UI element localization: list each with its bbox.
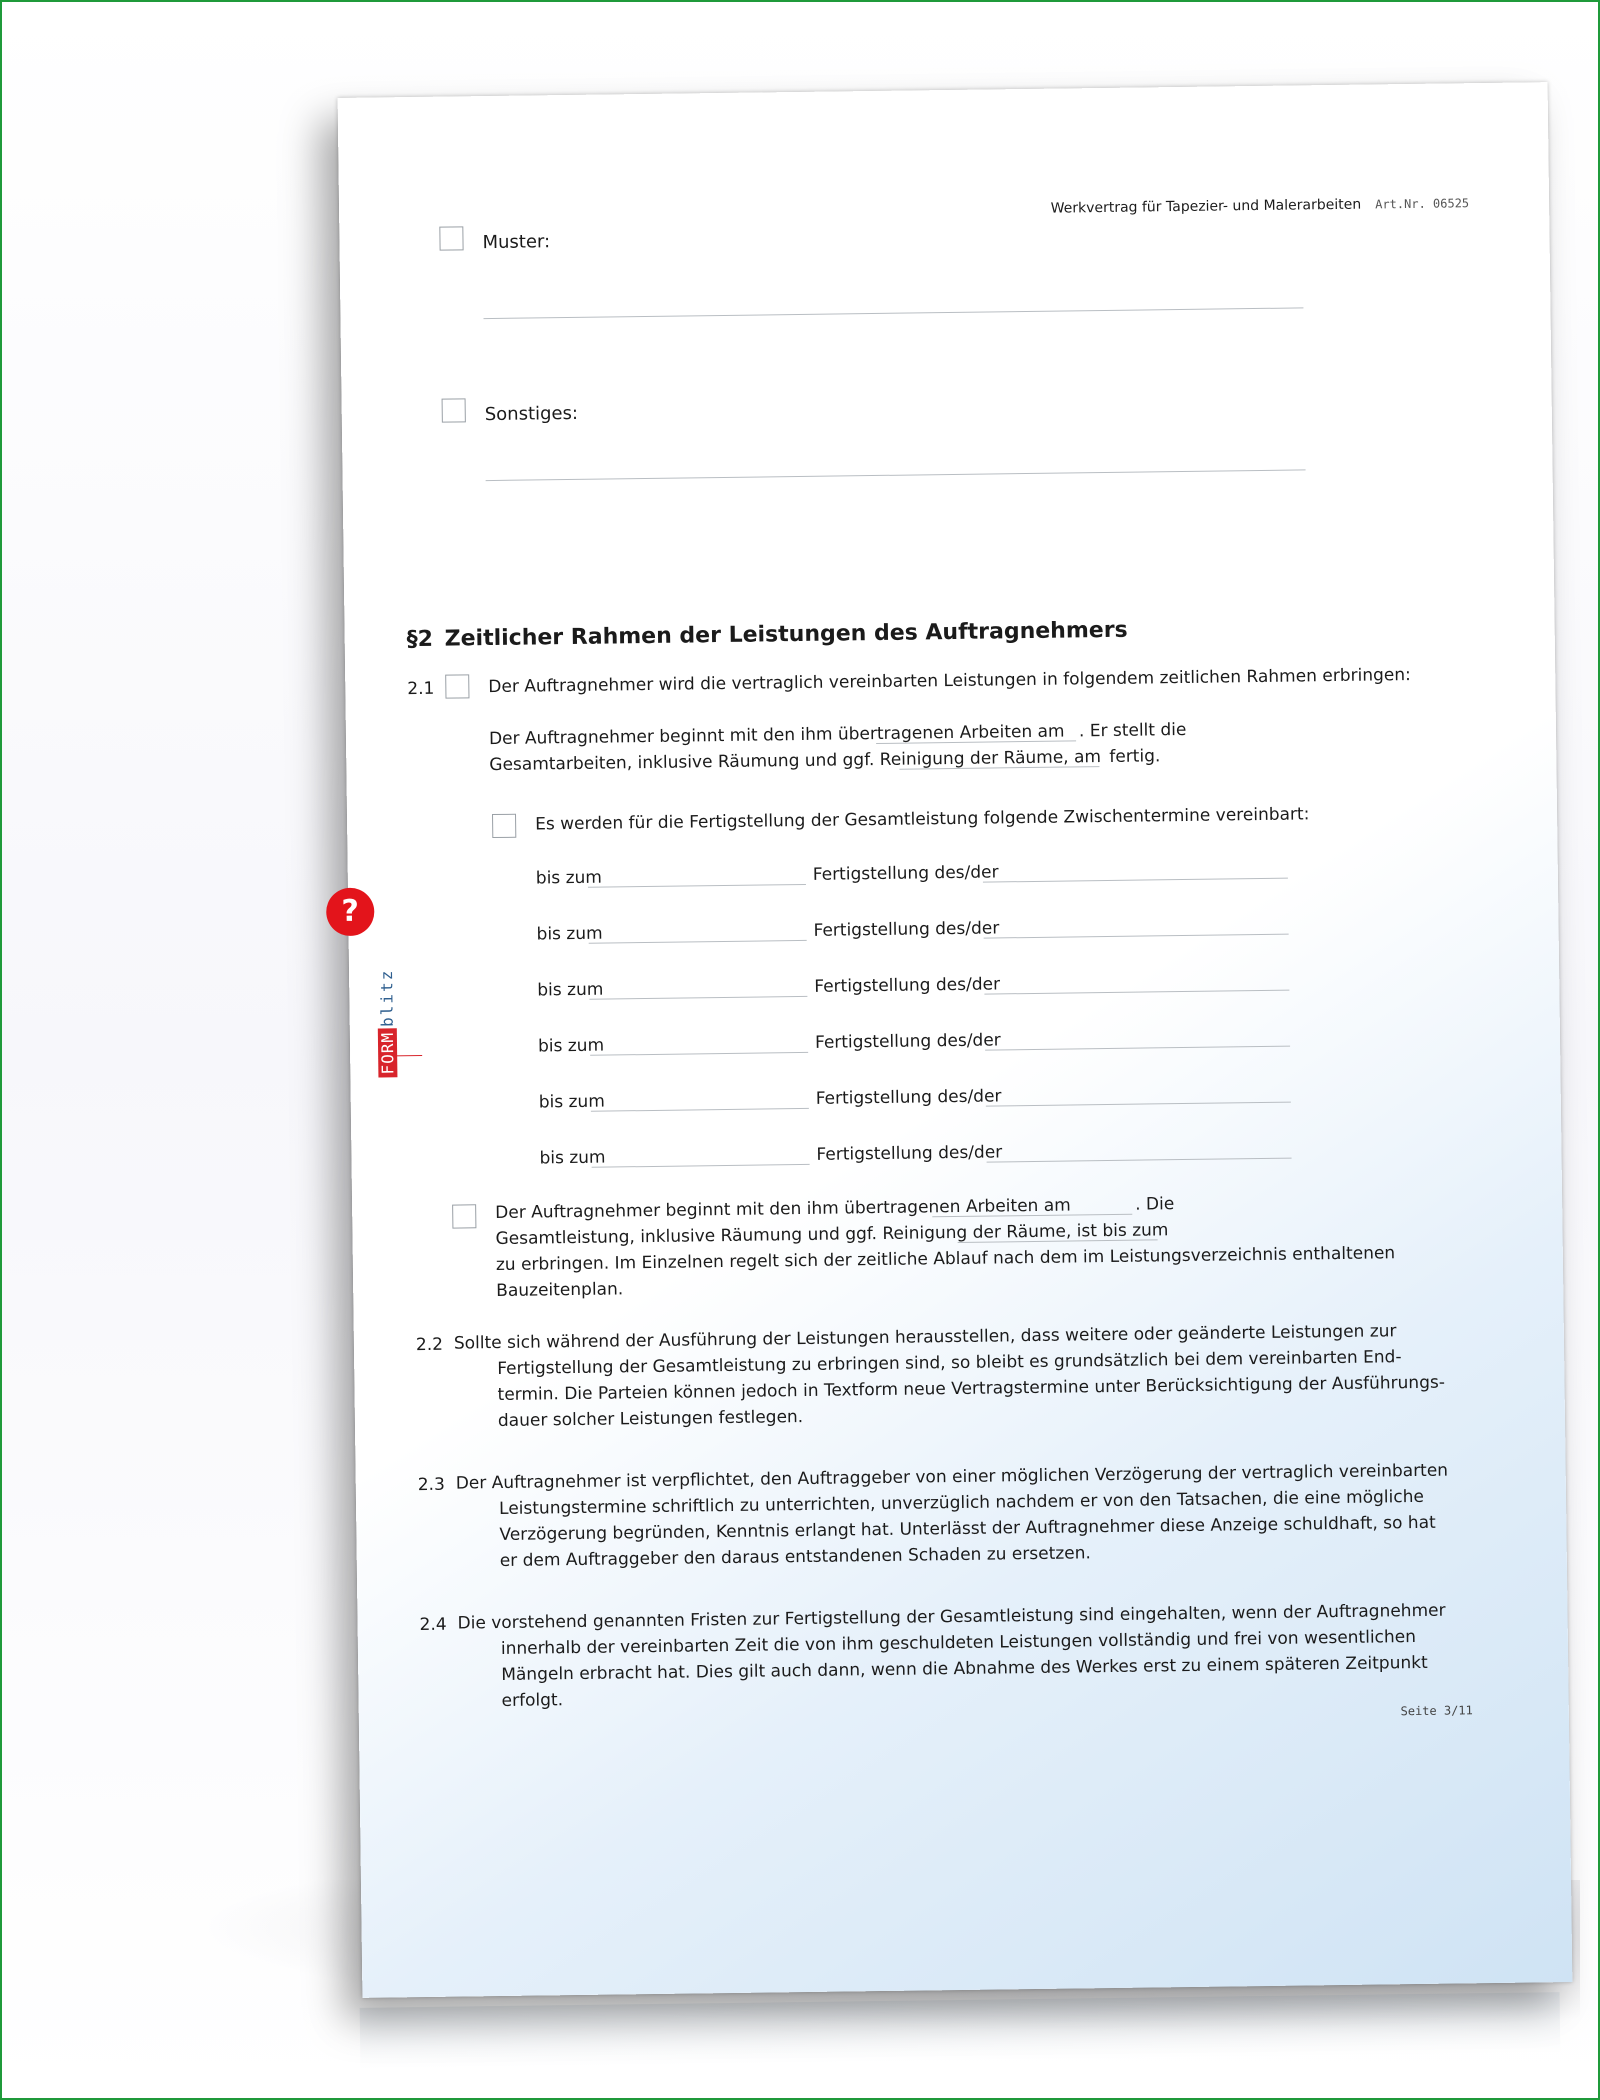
milestone-item-line-6[interactable] [987,1158,1292,1163]
milestone-completion-3: Fertigstellung des/der [814,974,1001,997]
milestone-item-line-5[interactable] [986,1102,1291,1107]
alt-text-line-4: Bauzeitenplan. [496,1279,624,1302]
paragraph-number-2-3: 2.3 [417,1474,445,1496]
start-date-text: Der Auftragnehmer beginnt mit den ihm übertragenen Arbeiten am [488,721,1065,750]
milestone-completion-5: Fertigstellung des/der [815,1086,1002,1109]
milestone-item-line-2[interactable] [984,934,1289,939]
sonstiges-checkbox[interactable] [442,398,466,422]
muster-checkbox[interactable] [439,226,463,250]
milestone-until-4: bis zum [537,1035,605,1057]
p24-line-2: innerhalb der vereinbarten Zeit die von ihm geschuldeten Leistungen vollständig und frei von wesentlichen [500,1627,1417,1659]
muster-label: Muster: [482,231,551,254]
milestone-completion-1: Fertigstellung des/der [812,862,999,885]
document-page [338,82,1573,1998]
p23-line-2: Leistungstermine schriftlich zu unterrichten, unverzüglich nachdem er von den Tatsachen, die eine mögliche [498,1486,1425,1520]
alt-start-text: Der Auftragnehmer beginnt mit den ihm übertragenen Arbeiten am [495,1195,1071,1224]
p22-line-2: Fertigstellung der Gesamtleistung zu erbringen sind, so bleibt es grundsätzlich bei dem vereinbarten End- [497,1347,1402,1380]
p22-line-1: Sollte sich während der Ausführung der Leistungen herausstellen, dass weitere oder geänderte Leistungen zur [453,1321,1397,1354]
milestone-date-line-5[interactable] [591,1108,809,1112]
p23-line-3: Verzögerung begründen, Kenntnis erlangt hat. Unterlässt der Auftragnehmer diese Anzeige schuldhaft, so hat [499,1512,1436,1546]
muster-input-line[interactable] [484,307,1304,319]
milestone-date-line-3[interactable] [589,996,807,1000]
page-number: Seite 3/11 [1400,1703,1473,1719]
milestone-until-3: bis zum [537,979,604,1001]
milestone-date-line-4[interactable] [590,1052,808,1056]
start-date-text-end: . Er stellt die [1078,719,1187,742]
milestone-item-line-4[interactable] [985,1046,1290,1051]
timeframe-intro: Der Auftragnehmer wird die vertraglich vereinbarten Leistungen in folgendem zeitlichen Rahmen erbringen: [488,665,1411,698]
milestone-until-5: bis zum [538,1091,605,1113]
milestone-completion-6: Fertigstellung des/der [816,1142,1003,1165]
end-date-text: Gesamtarbeiten, inklusive Räumung und ggf. Reinigung der Räume, am [489,747,1102,776]
paragraph-number-2-1: 2.1 [407,678,435,700]
p23-line-1: Der Auftragnehmer ist verpflichtet, den Auftraggeber von einer möglichen Verzögerung der vertraglich vereinbarten [455,1460,1449,1494]
milestone-date-line-6[interactable] [592,1164,810,1168]
timeframe-checkbox[interactable] [445,674,469,698]
alt-text-line-3: zu erbringen. Im Einzelnen regelt sich der zeitliche Ablauf nach dem im Leistungsverzeichnis enthaltenen [495,1243,1396,1276]
milestone-date-line-2[interactable] [589,940,807,944]
paragraph-number-2-4: 2.4 [419,1614,447,1636]
article-number: Art.Nr. 06525 [1375,196,1470,212]
p22-line-3: termin. Die Parteien können jedoch in Textform neue Vertragstermine unter Berücksichtigung der Ausführungs- [497,1372,1446,1406]
milestones-intro: Es werden für die Fertigstellung der Gesamtleistung folgende Zwischentermine vereinbart: [535,804,1310,835]
milestone-item-line-1[interactable] [983,878,1288,883]
alt-end-text: Gesamtleistung, inklusive Räumung und ggf. Reinigung der Räume, ist bis zum [495,1220,1169,1250]
document-title: Werkvertrag für Tapezier- und Malerarbeiten [1050,196,1362,217]
sonstiges-input-line[interactable] [486,469,1306,481]
schedule-plan-checkbox[interactable] [452,1204,476,1228]
brand-blitz: blitz [377,968,397,1028]
milestone-until-2: bis zum [536,923,603,945]
formblitz-logo [376,927,400,1077]
p24-line-3: Mängeln erbracht hat. Dies gilt auch dann, wenn die Abnahme des Werkes erst zu einem späteren Zeitpunkt [501,1652,1428,1685]
sonstiges-label: Sonstiges: [484,402,579,426]
milestone-item-line-3[interactable] [984,990,1289,995]
milestone-completion-4: Fertigstellung des/der [814,1030,1001,1053]
help-icon[interactable]: ? [326,888,375,937]
milestones-checkbox[interactable] [492,814,516,838]
p24-line-4: erfolgt. [501,1690,564,1711]
milestone-until-6: bis zum [539,1147,606,1169]
end-date-text-end: fertig. [1109,746,1161,767]
section-title: Zeitlicher Rahmen der Leistungen des Auftragnehmers [444,617,1128,652]
p22-line-4: dauer solcher Leistungen festlegen. [497,1407,804,1432]
alt-start-text-end: . Die [1135,1194,1175,1215]
p24-line-1: Die vorstehend genannten Fristen zur Fertigstellung der Gesamtleistung sind eingehalten, wenn der Auftragnehmer [457,1600,1446,1634]
p23-line-4: er dem Auftraggeber den daraus entstandenen Schaden zu ersetzen. [499,1543,1091,1572]
paragraph-number-2-2: 2.2 [415,1334,444,1356]
document-header [1051,195,1470,216]
milestone-until-1: bis zum [535,867,603,889]
section-number: §2 [406,626,434,653]
brand-form: FORM [378,1029,398,1078]
milestone-date-line-1[interactable] [588,884,806,888]
milestone-completion-2: Fertigstellung des/der [813,918,1000,941]
